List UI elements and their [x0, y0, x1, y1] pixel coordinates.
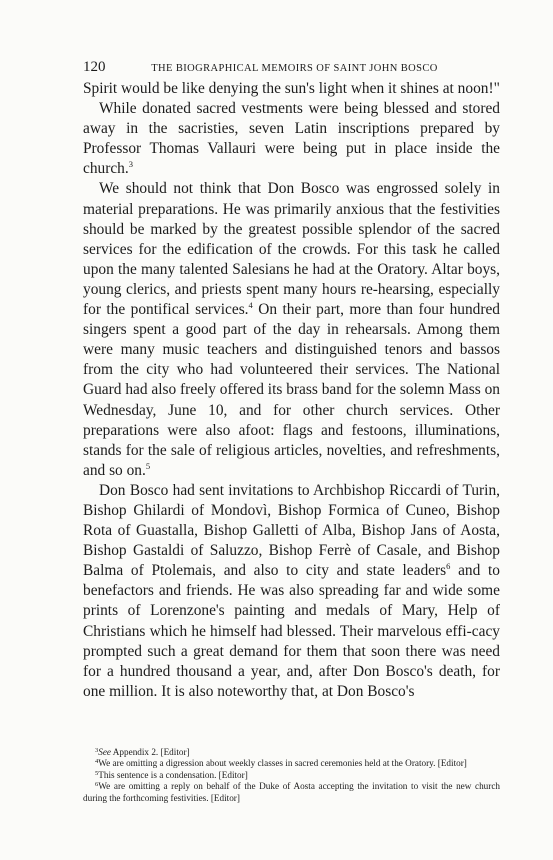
- paragraph-4-text-b: and to benefactors and friends. He was also spreading far and wide some prints of Lorenzone's painting and medals of Mary, Help of Christians which he himself had blessed. Their marvelous effi-cacy prompted such a great demand for them that soon there was need for a hundred thousand a year, and, after Don Bosco's death, for one million. It is also noteworthy that, at Don Bosco's: [83, 562, 500, 700]
- footnote-mark: 4: [95, 758, 99, 766]
- footnote: [83, 747, 500, 759]
- paragraph-3-text-b: On their part, more than four hundred singers spent a good part of the day in rehearsals. Among them were many music teachers and distinguished tenors and bassos from the city who had volunteered their services. The National Guard had also freely offered its brass band for the solemn Mass on Wednesday, June 10, and for other church services. Other preparations were also afoot: flags and festoons, illuminations, stands for the sale of religious articles, novelties, and refreshments, and so on.: [83, 301, 500, 479]
- footnote-mark: 3: [95, 746, 99, 754]
- footnote: [83, 770, 500, 782]
- paragraph-1: [83, 79, 500, 99]
- paragraph-1-text: Spirit would be like denying the sun's light when it shines at noon!": [83, 80, 500, 97]
- footnote-text: We are omitting a reply on behalf of the Duke of Aosta accepting the invitation to visit the new church during the forthcoming festivities. [Editor]: [83, 781, 500, 803]
- footnote-text: This sentence is a condensation. [Editor]: [98, 769, 248, 780]
- footnote-mark: 6: [95, 781, 99, 789]
- footnote: [83, 758, 500, 770]
- footnote: [83, 781, 500, 804]
- paragraph-4: [83, 481, 500, 702]
- paragraph-3-text-a: We should not think that Don Bosco was engrossed solely in material preparations. He was primarily anxious that the festivities should be marked by the greatest possible splendor of the sacred services for the edification of the crowds. For this task he called upon the many talented Salesians he had at the Oratory. Altar boys, young clerics, and priests spent many hours re-hearsing, especially for the pontifical services.: [83, 180, 500, 319]
- footnote-ref-6: 6: [446, 561, 451, 572]
- footnote-ref-4: 4: [248, 300, 253, 311]
- footnote-italic: See: [98, 746, 111, 757]
- book-page: [83, 58, 500, 804]
- running-title: THE BIOGRAPHICAL MEMOIRS OF SAINT JOHN BOSCO: [151, 63, 438, 74]
- paragraph-4-text-a: Don Bosco had sent invitations to Archbishop Riccardi of Turin, Bishop Ghilardi of Mondovì, Bishop Formica of Cuneo, Bishop Rota of Guastalla, Bishop Galletti of Alba, Bishop Jans of Aosta, Bishop Gastaldi of Saluzzo, Bishop Ferrè of Casale, and Bishop Balma of Ptolemais, and also to city and state leaders: [83, 481, 500, 580]
- paragraph-2: [83, 99, 500, 179]
- page-number: 120: [83, 59, 106, 75]
- paragraph-3: [83, 179, 500, 480]
- page-header: [83, 58, 500, 78]
- paragraph-2-text: While donated sacred vestments were being blessed and stored away in the sacristies, seven Latin inscriptions prepared by Professor Thomas Vallauri were being put in place inside the church.: [83, 100, 500, 178]
- footnote-ref-5: 5: [145, 460, 151, 471]
- body-text: [83, 79, 500, 702]
- footnote-text: We are omitting a digression about weekly classes in sacred ceremonies held at the Oratory. [Editor]: [98, 758, 467, 769]
- footnotes: [83, 747, 500, 805]
- footnote-mark: 5: [95, 769, 99, 777]
- footnote-text: Appendix 2. [Editor]: [111, 746, 190, 757]
- footnote-ref-3: 3: [128, 159, 133, 170]
